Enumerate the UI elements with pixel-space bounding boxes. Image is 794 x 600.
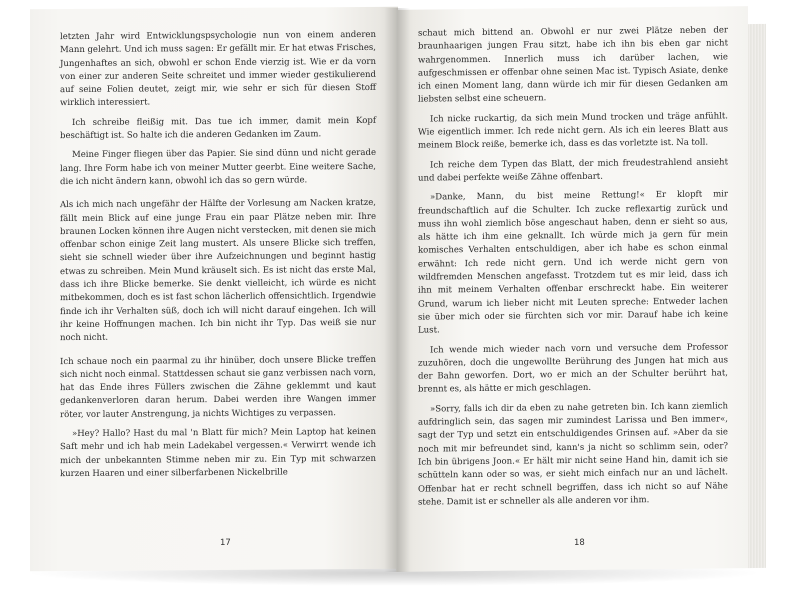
left-paragraph: letzten Jahr wird Entwicklungspsychologie nun von einem anderen Mann gelehrt. Und ich muss sagen: Er gefällt mir. Er hat etwas Frisches, Jungenhaftes an sich, obwohl er schon Ende vierzig ist. Wie er da vorn von einer zur anderen Seite schreitet und immer wieder gestikulierend auf seine Folien deutet, zeigt mir, wie sehr er sich für diesen Stoff wirklich interessiert. (60, 29, 376, 109)
right-paragraph: Ich nicke ruckartig, da sich mein Mund trocken und träge anfühlt. Wie eigentlich immer. Ich rede nicht gern. Als ich ein leeres Blatt aus meinem Block reiße, bemerke ich, dass es das vorletzte ist. Na toll. (418, 111, 728, 151)
right-paragraph: »Sorry, falls ich dir da eben zu nahe getreten bin. Ich kann ziemlich aufdringlich sein, das sagen mir zumindest Larissa und Ben immer«, sagt der Typ und setzt ein entschuldigendes Grinsen auf. »Aber da sie noch mit mir befreundet sind, kann's ja nicht so schlimm sein, oder? Ich bin übrigens Joon.« Er hält mir nicht seine Hand hin, damit ich sie schütteln kann oder so was, er sieht mich einfach nur an und lächelt. Offenbar hat er recht schnell begriffen, dass ich nicht so auf Nähe stehe. Damit ist er schneller als alle anderen vor ihm. (418, 401, 728, 508)
page-stack-edge (748, 24, 766, 568)
left-paragraph: Als ich mich nach ungefähr der Hälfte der Vorlesung am Nacken kratze, fällt mein Blick auf eine junge Frau ein paar Plätze neben mir. Ihre braunen Locken können ihre Augen nicht verstecken, mit denen sie mich offenbar schon einige Zeit lang mustert. Als unsere Blicke sich treffen, sieht sie schnell wieder über ihre Aufzeichnungen und beginnt hastig etwas zu schreiben. Mein Mund kräuselt sich. Es ist nicht das erste Mal, dass ich ihre Blicke bemerke. Sie denkt vielleicht, ich würde es nicht mitbekommen, doch es ist fast schon lächerlich offensichtlich. Irgendwie finde ich ihr Verhalten süß, doch ich will nicht darauf eingehen. Ich will ihr keine Hoffnungen machen. Ich bin nicht ihr Typ. Das weiß sie nur noch nicht. (60, 198, 376, 344)
right-paragraph: »Danke, Mann, du bist meine Rettung!« Er klopft mir freundschaftlich auf die Schulter. Ich zucke reflexartig zurück und muss ihn wohl ziemlich böse angeschaut haben, denn er sieht so aus, als hätte ich ihm eine geknallt. Ich würde mich ja gern für mein komisches Verhalten entschuldigen, aber ich habe es schon einmal erwähnt: Ich rede nicht gern. Und ich werde nicht gern von wildfremden Menschen angefasst. Trotzdem tut es mir leid, dass ich ihn mit meinem Verhalten offenbar erschreckt habe. Ein weiterer Grund, warum ich lieber nicht mit Leuten spreche: Entweder lachen sie über mich oder sie fürchten sich vor mir. Darauf habe ich keine Lust. (418, 189, 728, 336)
page-number: 17 (220, 537, 231, 548)
book-gutter (384, 8, 410, 572)
left-paragraph: »Hey? Hallo? Hast du mal 'n Blatt für mich? Mein Laptop hat keinen Saft mehr und ich hab mein Ladekabel vergessen.« Verwirrt wende ich mich der unbekannten Stimme neben mir zu. Ein Typ mit schwarzen kurzen Haaren und einer silberfarbenen Nickelbrille (60, 426, 376, 479)
left-paragraph: Ich schreibe fleißig mit. Das tue ich immer, damit mein Kopf beschäftigt ist. So halte ich die anderen Gedanken im Zaum. (60, 115, 376, 142)
right-paragraph: Ich reiche dem Typen das Blatt, der mich freudestrahlend ansieht und dabei perfekte weiße Zähne offenbart. (418, 157, 728, 184)
left-page (30, 7, 398, 572)
left-paragraph: Ich schaue noch ein paarmal zu ihr hinüber, doch unsere Blicke treffen sich nicht noch einmal. Stattdessen schaut sie ganz verbissen nach vorn, hat das Ende ihres Füllers zwischen die Zähne geklemmt und kaut gedankenverloren daran herum. Dabei werden ihre Wangen immer röter, vor lauter Anstrengung, ja nichts Wichtiges zu verpassen. (60, 354, 376, 420)
right-paragraph: schaut mich bittend an. Obwohl er nur zwei Plätze neben der braunhaarigen jungen Frau sitzt, habe ich ihn bis eben gar nicht wahrgenommen. Innerlich muss ich darüber lachen, wie aufgeschmissen er offenbar ohne seinen Mac ist. Typisch Asiate, denke ich einen Moment lang, dann würde ich mir für diesen Gedanken am liebsten selbst eine scheuern. (418, 25, 728, 106)
right-page (396, 6, 748, 572)
right-paragraph: Ich wende mich wieder nach vorn und versuche dem Professor zuzuhören, doch die ungewollte Berührung des Jungen hat mich aus der Bahn geworfen. Dort, wo er mich an der Schulter berührt hat, brennt es, als hätte er mich geschlagen. (418, 341, 728, 396)
page-number: 18 (574, 537, 585, 548)
left-paragraph: Meine Finger fliegen über das Papier. Sie sind dünn und nicht gerade lang. Ihre Form habe ich von meiner Mutter geerbt. Eine weitere Sache, die ich nicht ändern kann, obwohl ich das so gern würde. (60, 148, 376, 188)
